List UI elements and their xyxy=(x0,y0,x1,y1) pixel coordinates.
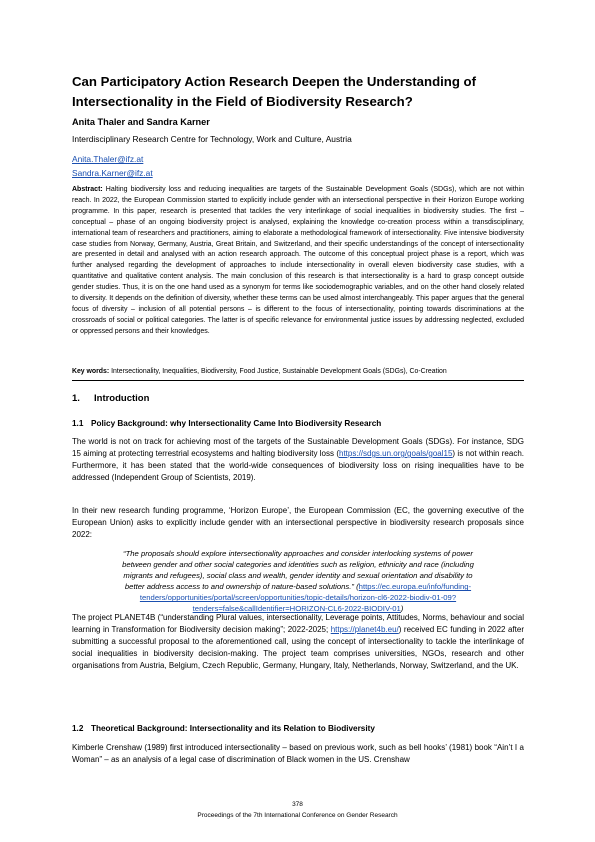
horizon-call-link[interactable]: https://ec.europa.eu/info/funding-tenders/opportunities/portal/screen/opportunities/topic-details/horizon-cl6-2022-biodiv-01-09?tenders=false&callIdentifier=HORIZON-CL6-2022-BIODIV-01 xyxy=(139,582,472,614)
proceedings-footer: Proceedings of the 7th International Conference on Gender Research xyxy=(197,812,398,819)
paragraph-text: ) is not within reach. Furthermore, it has been stated that the world-wide consequences of biodiversity loss on rising inequalities have to be addressed (Independent Group of Scientists, 2019). xyxy=(72,449,524,482)
author-email-1[interactable]: Anita.Thaler@ifz.at xyxy=(72,154,144,164)
keywords-divider xyxy=(72,380,524,381)
paper-affiliation: Interdisciplinary Research Centre for Technology, Work and Culture, Austria xyxy=(72,134,352,144)
page-number: 378 xyxy=(292,801,303,808)
quote-text: “The proposals should explore intersectionality approaches and consider interlocking systems of power between gender and other social categories and identities such as religion, ethnicity and race (including migrants and refugees), social class and wealth, gender identity and sexual orientation and disability to better address access to and ownership of nature-based solutions.” xyxy=(122,549,474,592)
paragraph-text: The world is not on track for achieving most of the targets of the Sustainable Development Goals (SDGs). For instance, SDG 15 aiming at protecting terrestrial ecosystems and halting biodiversity loss ( xyxy=(72,437,524,458)
subsection-number: 1.1 xyxy=(72,419,84,428)
body-paragraph-3 xyxy=(72,612,524,672)
keywords-text: Intersectionality, Inequalities, Biodiversity, Food Justice, Sustainable Development Goals (SDGs), Co-Creation xyxy=(111,368,447,375)
subsection-heading-policy-background xyxy=(72,419,524,428)
paper-authors: Anita Thaler and Sandra Karner xyxy=(72,117,210,127)
body-paragraph-4: Kimberle Crenshaw (1989) first introduced intersectionality – based on previous work, such as bell hooks’ (1981) book “Ain’t I a Woman” – as an analysis of a legal case of discrimination of Black women in the US. Crenshaw xyxy=(72,743,524,764)
paragraph-text: The project PLANET4B (“understanding Plural values, intersectionality, Leverage points, Attitudes, Norms, behaviour and social learning in Transformation for Biodiversity decision making”; 2022-2025; xyxy=(72,613,524,634)
paragraph-text: ) received EC funding in 2022 after submitting a successful proposal to the aforementioned call, using the concept of intersectionality to tackle the interlinkage of social inequalities in biodiversity decision-making. The project team comprises universities, NGOs, research and other organisations from Austria, Belgium, Czech Republic, Germany, Hungary, Italy, Netherlands, Norway, Switzerland, and the UK. xyxy=(72,625,524,670)
abstract-text: Halting biodiversity loss and reducing inequalities are targets of the Sustainable Development Goals (SDGs), which are not within reach. In 2022, the European Commission started to explicitly include gender with an intersectional perspective in their Horizon Europe working programme. In this paper, research is presented that tackles the very interlinkage of social inequalities in biodiversity studies. The first – conceptual – phase of an ongoing biodiversity project is analysed, explaining the knowledge co-creation process within a transdisciplinary, international team of researchers and practitioners, aiming to elaborate a methodological framework of intersectionality. Five intensive biodiversity case studies from Norway, Germany, Austria, Great Britain, and Switzerland, and their specific understandings of the concept of intersectionality are presented in detail and analysed with an action research approach. The outcome of this conceptual project phase is a report, which was further analysed regarding the development of approaches to include intersectionality in overall eleven biodiversity case studies, with a quantitative and qualitative content analysis. The main conclusion of this research is that intersectionality is a hard to grasp concept outside gender studies. Thus, it is on the one hand used as a synonym for terms like sociodemographic variables, and on the other hand closely related to diversity. It depends on the definition of diversity, whether these terms can be used almost interchangeably. This paper argues that the general focus of diversity – inclusion of all potential persons – is different to the focus of intersectionality, pointing towards discriminations at the crossroads of social or political categories. The latter is of specific relevance for environmental justice issues by addressing neglected, excluded or oppressed persons and their knowledges. xyxy=(72,186,525,335)
subsection-title: Theoretical Background: Intersectionality and its Relation to Biodiversity xyxy=(91,724,375,733)
section-heading-introduction xyxy=(72,393,524,404)
subsection-title: Policy Background: why Intersectionality Came Into Biodiversity Research xyxy=(91,419,382,428)
sdg15-link[interactable]: https://sdgs.un.org/goals/goal15 xyxy=(339,449,453,458)
keywords-label: Key words: xyxy=(72,368,110,375)
paper-title: Can Participatory Action Research Deepen the Understanding of Intersectionality in the Field of Biodiversity Research? xyxy=(72,74,477,109)
body-paragraph-2: In their new research funding programme, ‘Horizon Europe’, the European Commission (EC, the governing executive of the European Union) asks to explicitly include gender with an intersectional perspective in biodiversity research proposals since 2022: xyxy=(72,506,524,539)
keywords xyxy=(72,368,524,375)
section-title: Introduction xyxy=(94,393,150,404)
abstract xyxy=(72,185,524,338)
abstract-label: Abstract: xyxy=(72,186,103,193)
section-number: 1. xyxy=(72,393,80,404)
subsection-heading-theoretical-background xyxy=(72,724,524,733)
subsection-number: 1.2 xyxy=(72,724,84,733)
body-paragraph-1 xyxy=(72,436,524,484)
planet4b-link[interactable]: https://planet4b.eu/ xyxy=(330,625,399,634)
author-email-2[interactable]: Sandra.Karner@ifz.at xyxy=(72,168,153,178)
block-quote: “The proposals should explore intersectionality approaches and consider interlocking systems of power between gender and other social categories and identities such as religion, ethnicity and race (including migrants and refugees), social class and wealth, gender identity and sexual orientation and disability to better address access to and ownership of nature-based solutions.” (https://ec.europa.eu/info/funding-tenders/opportunities/portal/screen/opportunities/topic-details/horizon-cl6-2022-biodiv-01-09?tenders=false&callIdentifier=HORIZON-CL6-2022-BIODIV-01) xyxy=(122,549,474,614)
